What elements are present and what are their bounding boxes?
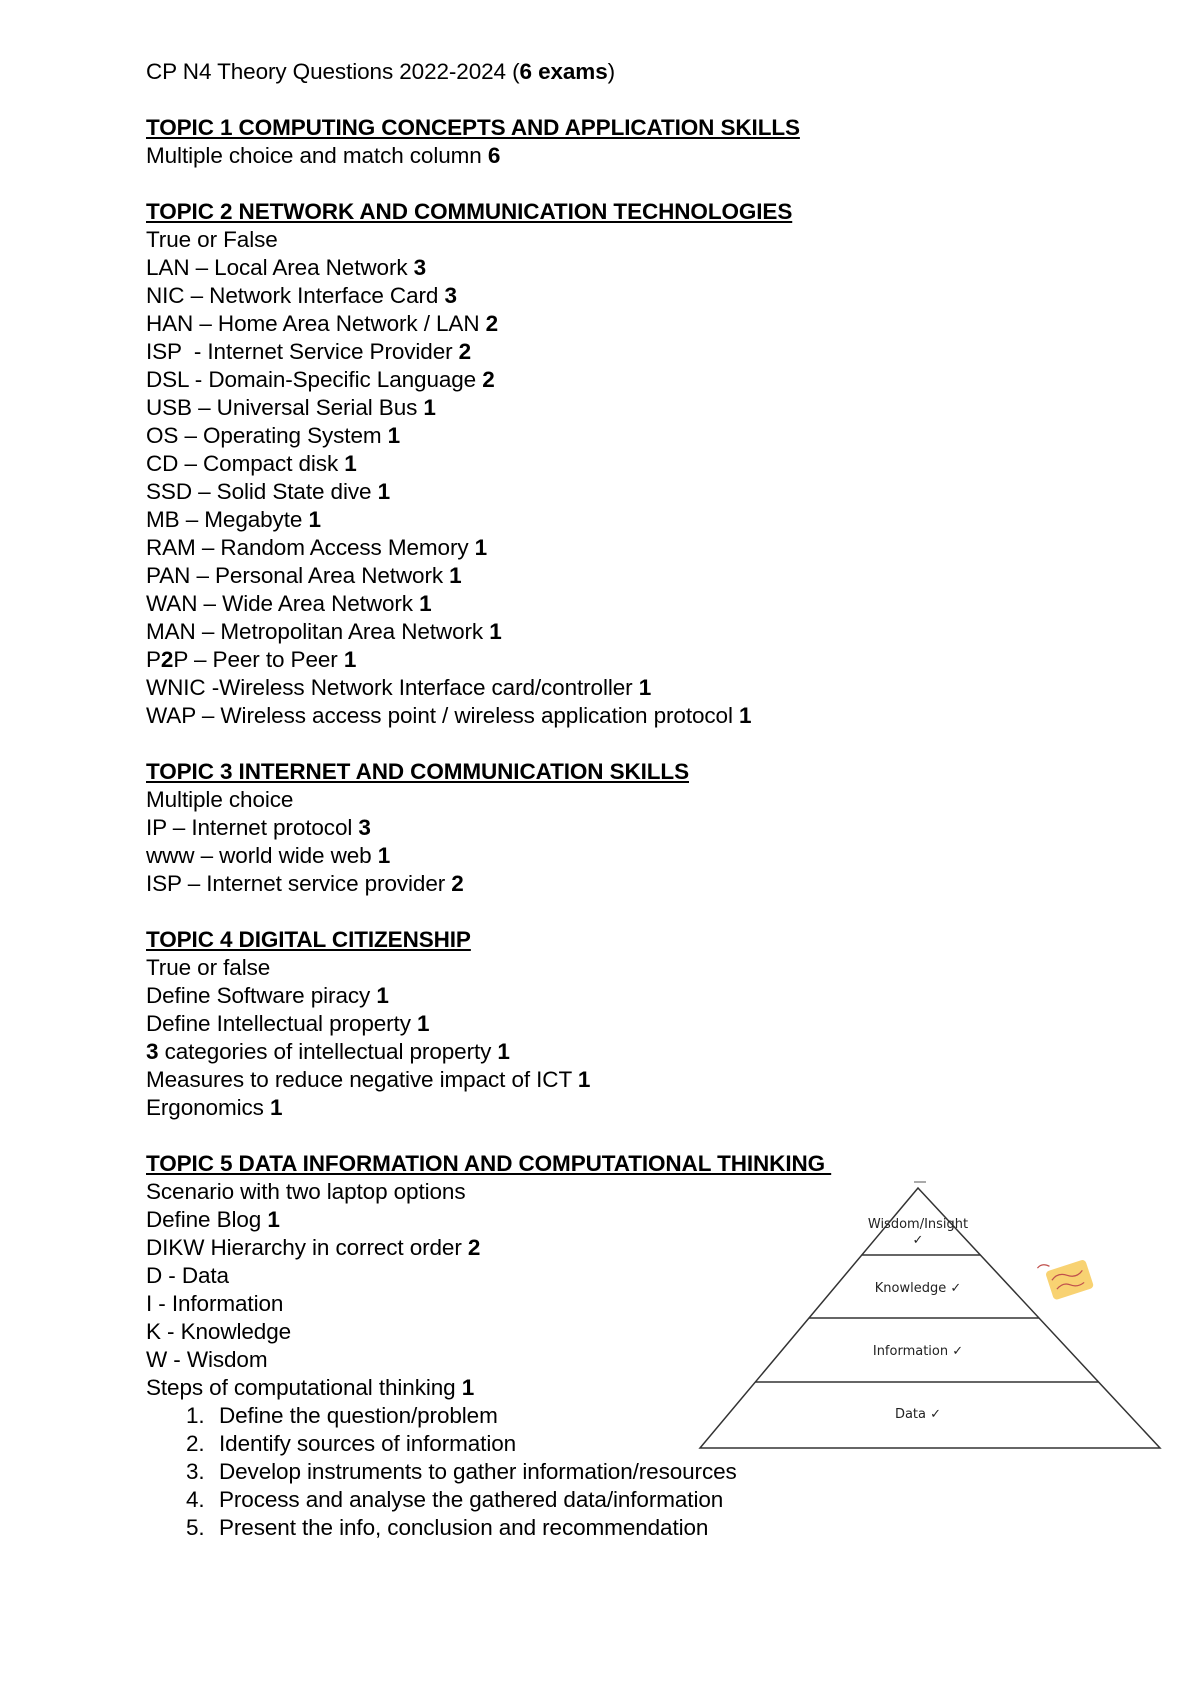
topic2-item: ISP - Internet Service Provider 2 — [146, 339, 472, 364]
steps-intro: Steps of computational thinking 1 — [146, 1375, 475, 1400]
topic3-item: ISP – Internet service provider 2 — [146, 871, 464, 896]
topic2-item: LAN – Local Area Network 3 — [146, 255, 427, 280]
topic2-item: MB – Megabyte 1 — [146, 507, 321, 532]
dikw-pyramid — [690, 1180, 1170, 1460]
topic2-item: DSL - Domain-Specific Language 2 — [146, 367, 495, 392]
pyramid-label-knowledge: Knowledge ✓ — [874, 1281, 962, 1296]
topic2-item: RAM – Random Access Memory 1 — [146, 535, 488, 560]
handwritten-note — [1037, 1252, 1094, 1303]
topic4-heading: TOPIC 4 DIGITAL CITIZENSHIP — [146, 927, 471, 952]
step-number: 1. — [186, 1403, 205, 1428]
topic2-item: PAN – Personal Area Network 1 — [146, 563, 462, 588]
pyramid-label-information: Information ✓ — [872, 1344, 964, 1359]
topic3-heading: TOPIC 3 INTERNET AND COMMUNICATION SKILLS — [146, 759, 689, 784]
topic4-item: Define Intellectual property 1 — [146, 1011, 430, 1036]
topic2-item: OS – Operating System 1 — [146, 423, 401, 448]
step-number: 5. — [186, 1515, 205, 1540]
document-title: CP N4 Theory Questions 2022-2024 (6 exams) — [146, 59, 616, 84]
topic2-item: CD – Compact disk 1 — [146, 451, 357, 476]
topic4-item: Ergonomics 1 — [146, 1095, 283, 1120]
topic4-item-categories: 3 categories of intellectual property 1 — [146, 1039, 510, 1064]
check-icon: ✓ — [912, 1233, 924, 1248]
topic2-item: WAN – Wide Area Network 1 — [146, 591, 432, 616]
pyramid-label-data: Data ✓ — [894, 1407, 942, 1422]
topic4-subtitle: True or false — [146, 955, 271, 980]
topic5-heading: TOPIC 5 DATA INFORMATION AND COMPUTATIONAL THINKING — [146, 1151, 832, 1176]
step-item: 5. Present the info, conclusion and recommendation — [186, 1515, 709, 1540]
topic3-item: IP – Internet protocol 3 — [146, 815, 371, 840]
dikw-item: W - Wisdom — [146, 1347, 268, 1372]
step-item: 2. Identify sources of information — [186, 1431, 517, 1456]
topic4-list — [146, 982, 1146, 1038]
topic2-list-2 — [146, 674, 1146, 730]
topic2-item: NIC – Network Interface Card 3 — [146, 283, 457, 308]
topic2-heading: TOPIC 2 NETWORK AND COMMUNICATION TECHNOLOGIES — [146, 199, 793, 224]
topic5-item: DIKW Hierarchy in correct order 2 — [146, 1235, 481, 1260]
topic2-list — [146, 254, 1146, 646]
step-number: 2. — [186, 1431, 205, 1456]
dikw-item: D - Data — [146, 1263, 229, 1288]
dikw-pyramid-diagram — [690, 1180, 1170, 1460]
topic5-subtitle: Scenario with two laptop options — [146, 1179, 466, 1204]
topic1-item: Multiple choice and match column 6 — [146, 143, 501, 168]
topic3-subtitle: Multiple choice — [146, 787, 294, 812]
topic4-item: Measures to reduce negative impact of ICT 1 — [146, 1067, 591, 1092]
topic1-heading: TOPIC 1 COMPUTING CONCEPTS AND APPLICATION SKILLS — [146, 115, 800, 140]
dikw-item: K - Knowledge — [146, 1319, 292, 1344]
topic2-item: USB – Universal Serial Bus 1 — [146, 395, 436, 420]
topic2-item: WAP – Wireless access point / wireless application protocol 1 — [146, 703, 752, 728]
topic4-list-2 — [146, 1066, 1146, 1122]
topic2-item: HAN – Home Area Network / LAN 2 — [146, 311, 499, 336]
step-item: 4. Process and analyse the gathered data/information — [186, 1487, 724, 1512]
topic3-list — [146, 814, 1146, 898]
step-number: 3. — [186, 1459, 205, 1484]
step-item: 3. Develop instruments to gather information/resources — [186, 1459, 737, 1484]
topic3-item: www – world wide web 1 — [146, 843, 391, 868]
step-number: 4. — [186, 1487, 205, 1512]
dikw-item: I - Information — [146, 1291, 284, 1316]
topic2-subtitle: True or False — [146, 227, 278, 252]
topic2-item: SSD – Solid State dive 1 — [146, 479, 390, 504]
topic4-item: Define Software piracy 1 — [146, 983, 389, 1008]
topic5-item: Define Blog 1 — [146, 1207, 280, 1232]
topic2-item: MAN – Metropolitan Area Network 1 — [146, 619, 502, 644]
topic2-item: WNIC -Wireless Network Interface card/controller 1 — [146, 675, 652, 700]
pyramid-label-wisdom: Wisdom/Insight — [867, 1217, 969, 1232]
topic2-item-p2p: P2P – Peer to Peer 1 — [146, 647, 357, 672]
step-item: 1. Define the question/problem — [186, 1403, 498, 1428]
